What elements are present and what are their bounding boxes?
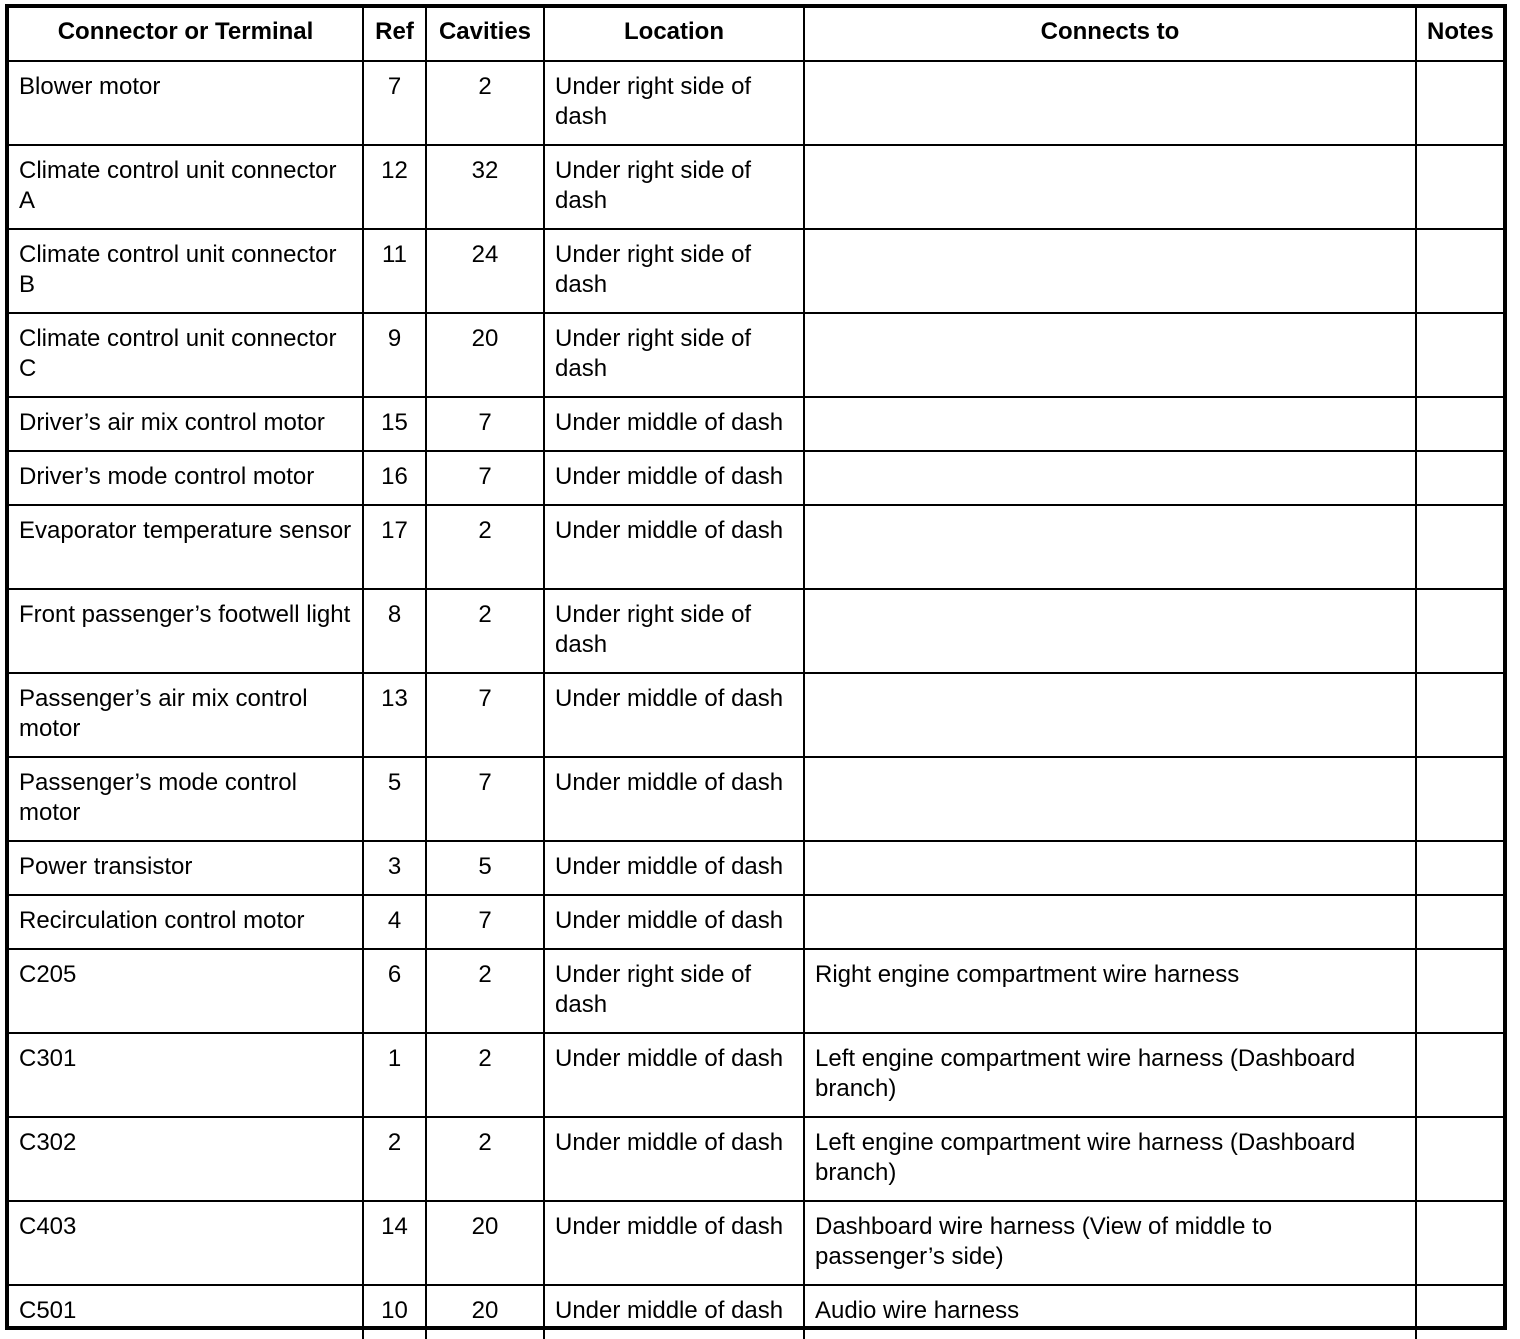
notes-cell: [1416, 1117, 1503, 1201]
table-row: [9, 841, 1503, 895]
connects-to-cell: [804, 895, 1416, 949]
table-row: [9, 61, 1503, 145]
location-cell: Under middle of dash: [544, 673, 804, 757]
connects-to-cell: [804, 397, 1416, 451]
connector-table: [9, 8, 1503, 1339]
connects-to-cell: [804, 757, 1416, 841]
cavities-cell: 7: [426, 757, 544, 841]
connector-cell: Climate control unit connector B: [9, 229, 363, 313]
connector-cell: Climate control unit connector C: [9, 313, 363, 397]
ref-cell: 15: [363, 397, 426, 451]
cavities-cell: 32: [426, 145, 544, 229]
header-row: [9, 8, 1503, 61]
connects-to-cell: Left engine compartment wire harness (Dashboard branch): [804, 1117, 1416, 1201]
table-row: [9, 1117, 1503, 1201]
table-row: [9, 673, 1503, 757]
notes-cell: [1416, 841, 1503, 895]
connects-to-cell: Dashboard wire harness (View of middle to passenger’s side): [804, 1201, 1416, 1285]
connector-cell: C403: [9, 1201, 363, 1285]
table-row: [9, 313, 1503, 397]
notes-cell: [1416, 505, 1503, 589]
ref-cell: 7: [363, 61, 426, 145]
location-cell: Under middle of dash: [544, 505, 804, 589]
table-row: [9, 451, 1503, 505]
table-row: [9, 505, 1503, 589]
notes-cell: [1416, 949, 1503, 1033]
connector-cell: Evaporator temperature sensor: [9, 505, 363, 589]
ref-cell: 10: [363, 1285, 426, 1339]
header-notes: Notes: [1416, 8, 1503, 61]
cavities-cell: 7: [426, 895, 544, 949]
ref-cell: 8: [363, 589, 426, 673]
ref-cell: 1: [363, 1033, 426, 1117]
header-location: Location: [544, 8, 804, 61]
notes-cell: [1416, 1201, 1503, 1285]
connector-cell: Driver’s air mix control motor: [9, 397, 363, 451]
location-cell: Under right side of dash: [544, 313, 804, 397]
connects-to-cell: [804, 841, 1416, 895]
cavities-cell: 2: [426, 1033, 544, 1117]
connects-to-cell: [804, 229, 1416, 313]
connector-cell: Driver’s mode control motor: [9, 451, 363, 505]
table-row: [9, 1201, 1503, 1285]
connects-to-cell: [804, 61, 1416, 145]
connector-cell: Front passenger’s footwell light: [9, 589, 363, 673]
location-cell: Under middle of dash: [544, 1117, 804, 1201]
cavities-cell: 20: [426, 313, 544, 397]
notes-cell: [1416, 229, 1503, 313]
cavities-cell: 5: [426, 841, 544, 895]
ref-cell: 9: [363, 313, 426, 397]
connects-to-cell: Audio wire harness: [804, 1285, 1416, 1339]
connects-to-cell: Left engine compartment wire harness (Dashboard branch): [804, 1033, 1416, 1117]
connector-cell: Passenger’s mode control motor: [9, 757, 363, 841]
connects-to-cell: Right engine compartment wire harness: [804, 949, 1416, 1033]
location-cell: Under middle of dash: [544, 757, 804, 841]
ref-cell: 2: [363, 1117, 426, 1201]
ref-cell: 16: [363, 451, 426, 505]
ref-cell: 14: [363, 1201, 426, 1285]
connects-to-cell: [804, 589, 1416, 673]
cavities-cell: 2: [426, 589, 544, 673]
ref-cell: 13: [363, 673, 426, 757]
ref-cell: 6: [363, 949, 426, 1033]
table-row: [9, 397, 1503, 451]
table-row: [9, 589, 1503, 673]
notes-cell: [1416, 757, 1503, 841]
cavities-cell: 2: [426, 505, 544, 589]
notes-cell: [1416, 589, 1503, 673]
location-cell: Under middle of dash: [544, 1033, 804, 1117]
connects-to-cell: [804, 145, 1416, 229]
location-cell: Under right side of dash: [544, 145, 804, 229]
location-cell: Under middle of dash: [544, 841, 804, 895]
connector-cell: C501: [9, 1285, 363, 1339]
header-cavities: Cavities: [426, 8, 544, 61]
table-row: [9, 229, 1503, 313]
table-row: [9, 1285, 1503, 1339]
notes-cell: [1416, 61, 1503, 145]
ref-cell: 12: [363, 145, 426, 229]
connector-cell: C302: [9, 1117, 363, 1201]
connector-cell: Climate control unit connector A: [9, 145, 363, 229]
cavities-cell: 2: [426, 61, 544, 145]
connector-cell: Blower motor: [9, 61, 363, 145]
cavities-cell: 7: [426, 451, 544, 505]
ref-cell: 11: [363, 229, 426, 313]
cavities-cell: 20: [426, 1285, 544, 1339]
cavities-cell: 7: [426, 397, 544, 451]
location-cell: Under right side of dash: [544, 949, 804, 1033]
ref-cell: 4: [363, 895, 426, 949]
ref-cell: 17: [363, 505, 426, 589]
ref-cell: 3: [363, 841, 426, 895]
notes-cell: [1416, 673, 1503, 757]
location-cell: Under right side of dash: [544, 61, 804, 145]
cavities-cell: 2: [426, 1117, 544, 1201]
notes-cell: [1416, 145, 1503, 229]
table-row: [9, 949, 1503, 1033]
header-ref: Ref: [363, 8, 426, 61]
location-cell: Under right side of dash: [544, 229, 804, 313]
connector-cell: Power transistor: [9, 841, 363, 895]
ref-cell: 5: [363, 757, 426, 841]
connector-cell: C205: [9, 949, 363, 1033]
location-cell: Under middle of dash: [544, 451, 804, 505]
notes-cell: [1416, 397, 1503, 451]
cavities-cell: 20: [426, 1201, 544, 1285]
connects-to-cell: [804, 505, 1416, 589]
cavities-cell: 2: [426, 949, 544, 1033]
connector-table-frame: [5, 4, 1507, 1330]
location-cell: Under middle of dash: [544, 1285, 804, 1339]
table-row: [9, 895, 1503, 949]
table-row: [9, 1033, 1503, 1117]
location-cell: Under middle of dash: [544, 397, 804, 451]
connects-to-cell: [804, 673, 1416, 757]
header-connector: Connector or Terminal: [9, 8, 363, 61]
connector-cell: Recirculation control motor: [9, 895, 363, 949]
notes-cell: [1416, 895, 1503, 949]
location-cell: Under right side of dash: [544, 589, 804, 673]
header-connects-to: Connects to: [804, 8, 1416, 61]
cavities-cell: 24: [426, 229, 544, 313]
cavities-cell: 7: [426, 673, 544, 757]
notes-cell: [1416, 451, 1503, 505]
connector-cell: Passenger’s air mix control motor: [9, 673, 363, 757]
location-cell: Under middle of dash: [544, 1201, 804, 1285]
notes-cell: [1416, 313, 1503, 397]
notes-cell: [1416, 1285, 1503, 1339]
connects-to-cell: [804, 451, 1416, 505]
table-row: [9, 145, 1503, 229]
notes-cell: [1416, 1033, 1503, 1117]
location-cell: Under middle of dash: [544, 895, 804, 949]
connector-cell: C301: [9, 1033, 363, 1117]
table-row: [9, 757, 1503, 841]
connects-to-cell: [804, 313, 1416, 397]
